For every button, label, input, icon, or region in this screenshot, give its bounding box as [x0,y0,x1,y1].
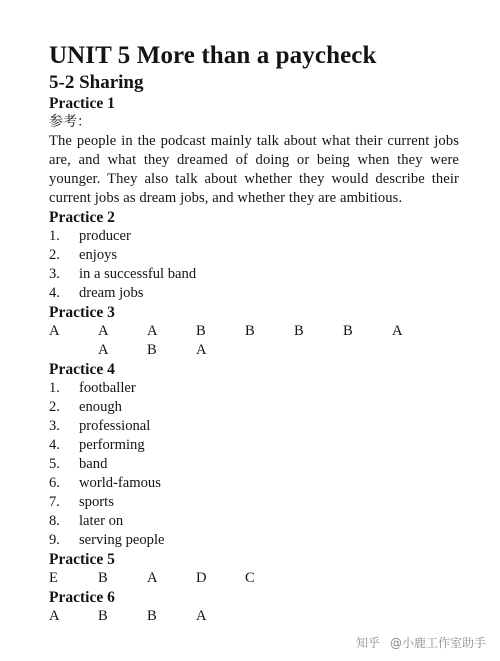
answer-letter: A [196,342,207,358]
item-number: 4. [49,285,60,301]
section-title: 5-2 Sharing [49,72,144,93]
item-text: dream jobs [79,285,144,301]
item-number: 9. [49,532,60,548]
practice-4-answer-list [49,379,459,550]
list-item [49,265,459,284]
answer-letter: B [196,323,206,339]
answer-letter: A [147,570,158,586]
item-text: world-famous [79,475,161,491]
answer-letter: B [98,608,108,624]
watermark-separator [383,636,387,650]
item-number: 3. [49,418,60,434]
practice-3-heading: Practice 3 [49,304,115,321]
item-text: band [79,456,108,472]
list-item [49,398,459,417]
practice-2-section [49,208,459,303]
item-number: 7. [49,494,60,510]
item-text: professional [79,418,151,434]
item-text: producer [79,228,131,244]
watermark-author: @小鹿工作室助手 [389,636,486,650]
answer-letter: A [392,323,403,339]
item-text: serving people [79,532,165,548]
item-text: enough [79,399,122,415]
list-item [49,379,459,398]
answer-letter: D [196,570,207,586]
practice-1-section [49,94,459,208]
item-number: 1. [49,228,60,244]
practice-6-answer-row [49,607,459,626]
answer-letter: A [147,323,158,339]
list-item [49,436,459,455]
item-text: later on [79,513,124,529]
practice-4-heading: Practice 4 [49,361,115,378]
practice-3-answer-row-2 [49,341,459,360]
answer-letter: C [245,570,255,586]
list-item [49,474,459,493]
list-item [49,455,459,474]
list-item [49,493,459,512]
reference-note-label: 参考： [49,115,91,130]
answer-letter: A [49,608,60,624]
item-text: enjoys [79,247,118,263]
answer-letter: B [98,570,108,586]
practice-5-heading: Practice 5 [49,551,115,568]
practice-2-answer-list [49,227,459,303]
list-item [49,246,459,265]
item-number: 3. [49,266,60,282]
answer-letter: A [196,608,207,624]
practice-3-section [49,303,459,360]
answer-letter: B [147,342,157,358]
practice-6-heading: Practice 6 [49,589,115,606]
watermark-site: 知乎 [356,636,381,650]
practice-2-heading: Practice 2 [49,209,115,226]
item-number: 1. [49,380,60,396]
answer-key-page [49,40,459,626]
item-number: 2. [49,247,60,263]
list-item [49,227,459,246]
list-item [49,417,459,436]
practice-1-heading: Practice 1 [49,95,115,112]
answer-letter: B [245,323,255,339]
answer-letter: A [49,323,60,339]
practice-3-answer-row-1 [49,322,459,341]
item-text: performing [79,437,145,453]
answer-letter: E [49,570,58,586]
unit-title: UNIT 5 More than a paycheck [49,42,377,69]
list-item [49,284,459,303]
item-text: in a successful band [79,266,197,282]
answer-letter: B [147,608,157,624]
practice-1-answer-paragraph: The people in the podcast mainly talk about what their current jobs are, and what they dreamed of doing or being when they were younger. They also talk about whether they would describe their current jobs as dream jobs, and whether they are ambitious. [49,133,459,206]
practice-4-section [49,360,459,550]
item-number: 5. [49,456,60,472]
practice-6-section [49,588,459,626]
practice-5-section [49,550,459,588]
list-item [49,531,459,550]
answer-letter: B [294,323,304,339]
item-text: footballer [79,380,136,396]
item-number: 8. [49,513,60,529]
item-number: 2. [49,399,60,415]
list-item [49,512,459,531]
answer-letter: A [98,323,109,339]
watermark [356,635,486,651]
answer-letter: A [98,342,109,358]
answer-letter: B [343,323,353,339]
practice-5-answer-row [49,569,459,588]
item-number: 6. [49,475,60,491]
item-number: 4. [49,437,60,453]
item-text: sports [79,494,114,510]
